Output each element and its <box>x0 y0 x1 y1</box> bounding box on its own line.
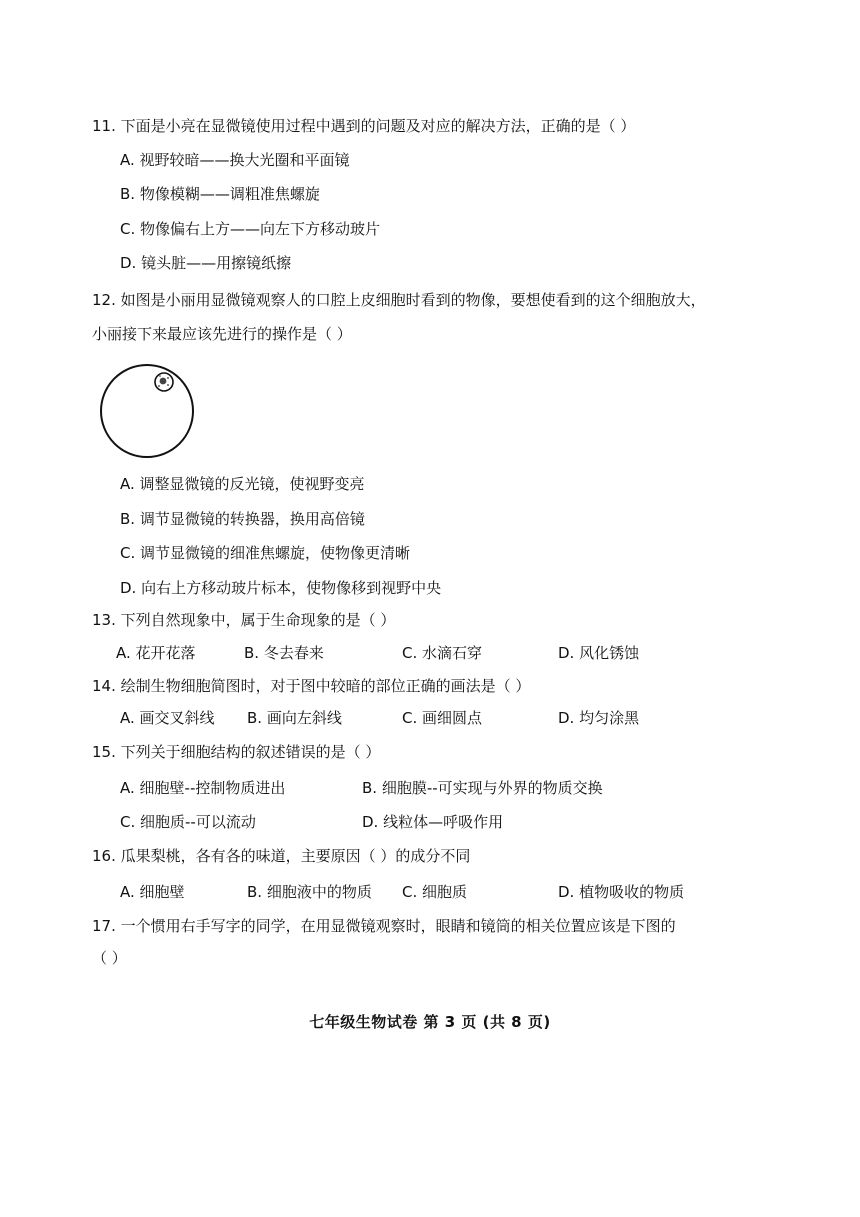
question-15-option-d: D. 线粒体—呼吸作用 <box>362 813 504 831</box>
question-14-option-b: B. 画向左斜线 <box>247 709 342 727</box>
question-12-stem-line1: 12. 如图是小丽用显微镜观察人的口腔上皮细胞时看到的物像，要想使看到的这个细胞放大， <box>92 291 706 309</box>
question-11-option-a: A. 视野较暗——换大光圈和平面镜 <box>120 151 350 169</box>
question-12-stem-line2: 小丽接下来最应该先进行的操作是（ ） <box>92 325 352 343</box>
question-16-option-d: D. 植物吸收的物质 <box>558 883 685 901</box>
question-13-option-b: B. 冬去春来 <box>244 644 324 662</box>
question-11-option-c: C. 物像偏右上方——向左下方移动玻片 <box>120 220 381 238</box>
question-15-option-b: B. 细胞膜--可实现与外界的物质交换 <box>362 779 603 797</box>
question-15-options-row1 <box>0 778 860 798</box>
question-15-stem: 15. 下列关于细胞结构的叙述错误的是（ ） <box>92 743 381 761</box>
question-13-options <box>0 643 860 663</box>
question-13-stem: 13. 下列自然现象中，属于生命现象的是（ ） <box>92 611 396 629</box>
question-13-option-c: C. 水滴石穿 <box>402 644 483 662</box>
question-14-option-c: C. 画细圆点 <box>402 709 483 727</box>
question-15-option-a: A. 细胞壁--控制物质进出 <box>120 779 286 797</box>
field-of-view-circle <box>101 365 193 457</box>
question-14-options <box>0 708 860 728</box>
question-16-option-b: B. 细胞液中的物质 <box>247 883 372 901</box>
question-14-option-a: A. 画交叉斜线 <box>120 709 215 727</box>
question-13-option-d: D. 风化锈蚀 <box>558 644 640 662</box>
question-12-option-a: A. 调整显微镜的反光镜，使视野变亮 <box>120 475 365 493</box>
question-12-option-b: B. 调节显微镜的转换器，换用高倍镜 <box>120 510 365 528</box>
question-12-option-c: C. 调节显微镜的细准焦螺旋，使物像更清晰 <box>120 544 411 562</box>
question-16-option-c: C. 细胞质 <box>402 883 468 901</box>
microscope-field-of-view-figure <box>96 362 200 464</box>
page-footer: 七年级生物试卷 第 3 页 (共 8 页) <box>309 1013 551 1031</box>
question-16-options <box>0 882 860 902</box>
question-15-options-row2 <box>0 812 860 832</box>
question-16-option-a: A. 细胞壁 <box>120 883 185 901</box>
question-13-option-a: A. 花开花落 <box>116 644 196 662</box>
question-15-option-c: C. 细胞质--可以流动 <box>120 813 256 831</box>
question-16-stem: 16. 瓜果梨桃，各有各的味道，主要原因（ ）的成分不同 <box>92 847 471 865</box>
cell-nucleus <box>160 378 167 385</box>
question-11-option-d: D. 镜头脏——用擦镜纸擦 <box>120 254 292 272</box>
question-12-option-d: D. 向右上方移动玻片标本，使物像移到视野中央 <box>120 579 442 597</box>
question-11-option-b: B. 物像模糊——调粗准焦螺旋 <box>120 185 320 203</box>
question-17-stem-line1: 17. 一个惯用右手写字的同学，在用显微镜观察时，眼睛和镜筒的相关位置应该是下图的 <box>92 917 676 935</box>
question-14-option-d: D. 均匀涂黑 <box>558 709 640 727</box>
question-11-stem: 11. 下面是小亮在显微镜使用过程中遇到的问题及对应的解决方法，正确的是（ ） <box>92 117 636 135</box>
question-14-stem: 14. 绘制生物细胞简图时，对于图中较暗的部位正确的画法是（ ） <box>92 677 531 695</box>
question-17-stem-line2: （ ） <box>92 949 127 967</box>
